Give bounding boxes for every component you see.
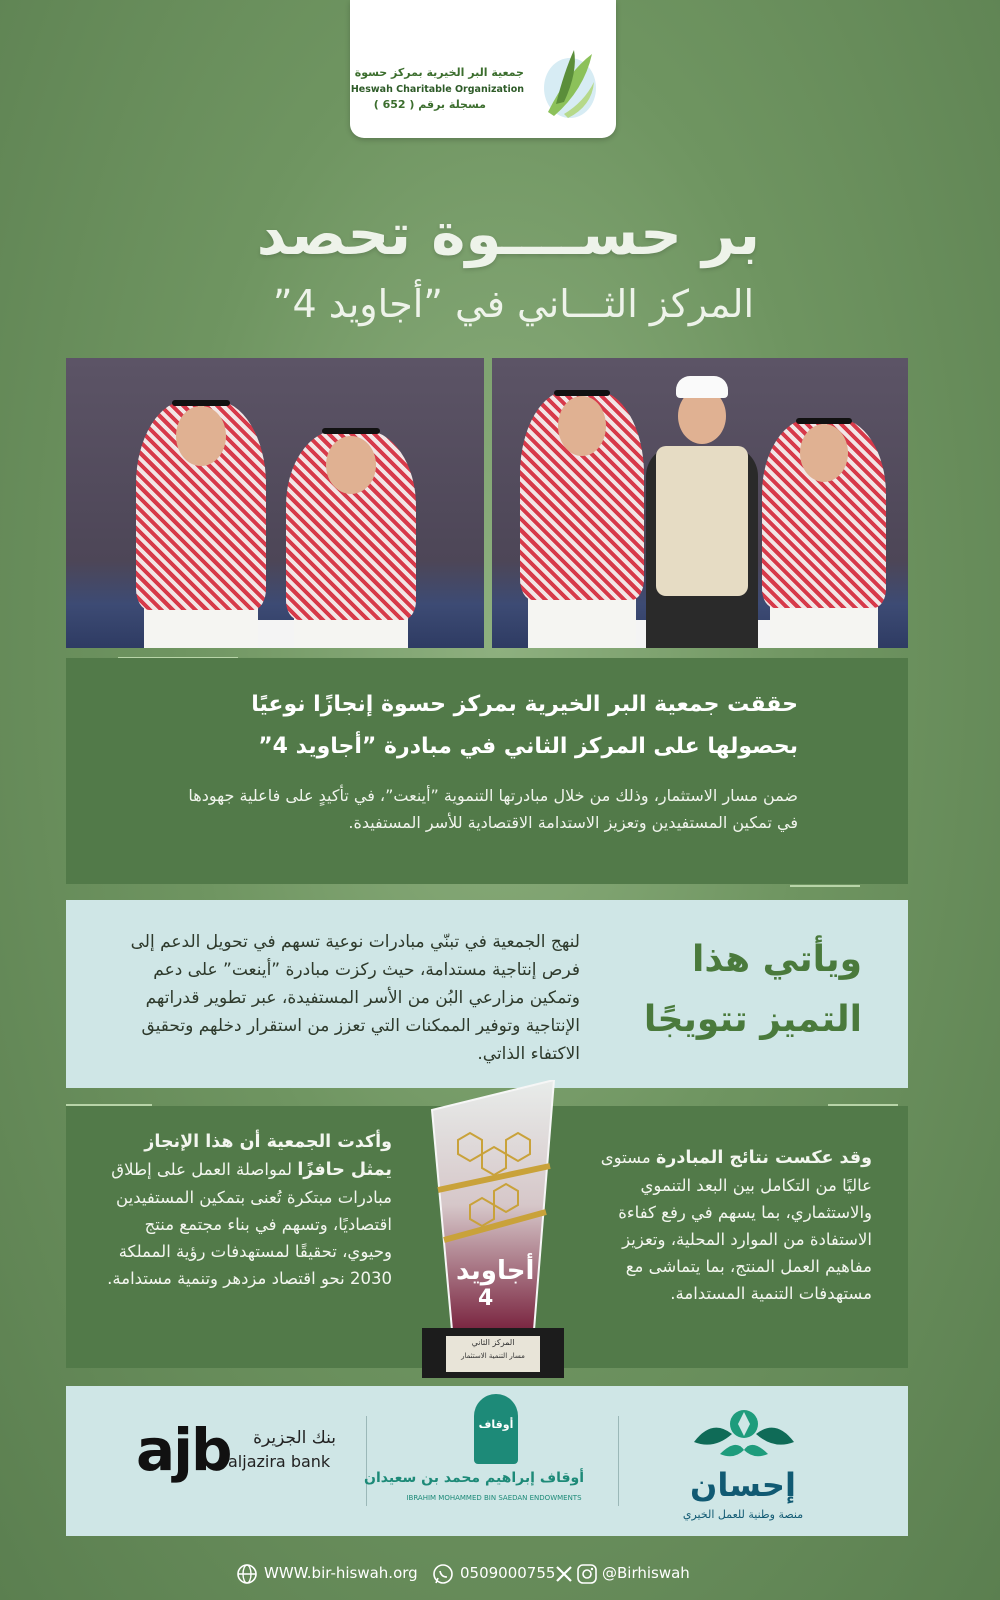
results-text xyxy=(582,1144,872,1307)
footer-phone[interactable]: 0509000755 xyxy=(460,1564,556,1582)
organization-logo-icon xyxy=(534,42,600,122)
ehsan-name: إحسان xyxy=(690,1466,796,1504)
page-subtitle: المركز الثـــاني في ”أجاويد 4” xyxy=(272,282,754,326)
divider xyxy=(618,1416,619,1506)
instagram-icon xyxy=(576,1563,598,1585)
divider xyxy=(790,885,860,887)
trophy-word: أجاويد xyxy=(456,1256,535,1286)
trophy-number: 4 xyxy=(478,1286,494,1311)
crowning-title-1: ويأتي هذا xyxy=(692,939,862,980)
ehsan-tagline: منصة وطنية للعمل الخيري xyxy=(682,1508,804,1521)
footer xyxy=(236,1562,736,1586)
whatsapp-icon xyxy=(432,1563,454,1585)
ehsan-logo-icon xyxy=(686,1398,802,1462)
ajb-name-en: aljazira bank xyxy=(228,1452,331,1471)
footer-website[interactable]: WWW.bir-hiswah.org xyxy=(264,1564,418,1582)
summary-headline-1: حققت جمعية البر الخيرية بمركز حسوة إنجازًا نوعيًا xyxy=(251,692,798,717)
results-body: مستوى عاليًا من التكامل بين البعد التنموي والاستثماري، بما يسهم في رفع كفاءة الاستفادة من الموارد المحلية، وتعزيز مفاهيم العمل المنتج، بما يتماشى مع مستهدفات التنمية المستدامة. xyxy=(600,1148,872,1303)
results-lead: وقد عكست نتائج المبادرة xyxy=(655,1148,872,1168)
page-title: بر حســــوة تحصد xyxy=(256,200,760,268)
affirm-text xyxy=(102,1128,392,1292)
crowning-body: لنهج الجمعية في تبنّي مبادرات نوعية تسهم في تحويل الدعم إلى فرص إنتاجية مستدامة، حيث ركزت مبادرة ”أينعت” على دعم وتمكين مزارعي البُن من الأسر المستفيدة، عبر تطوير قدراتهم الإنتاجية وتوفير الممكنات التي تعزز من استقرار دخلهم وتحقيق الاكتفاء الذاتي. xyxy=(130,932,580,1064)
trophy-label-1: المركز الثاني xyxy=(471,1338,515,1347)
summary-section xyxy=(66,658,908,884)
divider xyxy=(366,1416,367,1506)
footer-social[interactable]: @Birhiswah xyxy=(602,1564,690,1582)
crowning-section xyxy=(66,900,908,1088)
logo-registration: مسجلة برقم ( 652 ) xyxy=(373,98,486,111)
crowning-title-2: التميز تتويجًا xyxy=(643,999,862,1040)
awqaf-mark: أوقاف xyxy=(478,1418,514,1431)
ajb-logo-mark: ajb xyxy=(136,1416,231,1484)
summary-headline-2: بحصولها على المركز الثاني في مبادرة ”أجاويد 4” xyxy=(258,734,798,759)
globe-icon xyxy=(236,1563,258,1585)
logo-card xyxy=(350,0,616,138)
x-icon xyxy=(554,1564,574,1584)
logo-name-en: Heswah Charitable Organization xyxy=(350,84,524,95)
awqaf-name-en: IBRAHIM MOHAMMED BIN SAEDAN ENDOWMENTS xyxy=(406,1494,582,1502)
trophy-label-2: مسار التنمية الاستثمار xyxy=(461,1352,525,1360)
summary-body: ضمن مسار الاستثمار، وذلك من خلال مبادرتها التنموية ”أينعت”، في تأكيدٍ على فاعلية جهودها في تمكين المستفيدين وتعزيز الاستدامة الاقتصادية للأسر المستفيدة. xyxy=(188,786,798,832)
affirm-body: لمواصلة العمل على إطلاق مبادرات مبتكرة تُعنى بتمكين المستفيدين اقتصاديًا، وتسهم في بناء مجتمع منتج وحيوي، تحقيقًا لمستهدفات رؤية المملكة 2030 نحو اقتصاد مزدهر وتنمية مستدامة. xyxy=(107,1160,392,1288)
awqaf-logo-icon xyxy=(474,1394,518,1464)
photo-right xyxy=(492,358,908,648)
awqaf-name: أوقاف إبراهيم محمد بن سعيدان xyxy=(364,1470,584,1486)
photo-left xyxy=(66,358,484,648)
partners-section xyxy=(66,1386,908,1536)
logo-name-ar: جمعية البر الخيرية بمركز حسوة xyxy=(354,66,524,79)
affirm-lead: وأكدت الجمعية أن هذا الإنجاز يمثل حافزًا xyxy=(144,1132,392,1180)
trophy-image xyxy=(418,1080,568,1378)
ajb-name-ar: بنك الجزيرة xyxy=(253,1428,336,1448)
